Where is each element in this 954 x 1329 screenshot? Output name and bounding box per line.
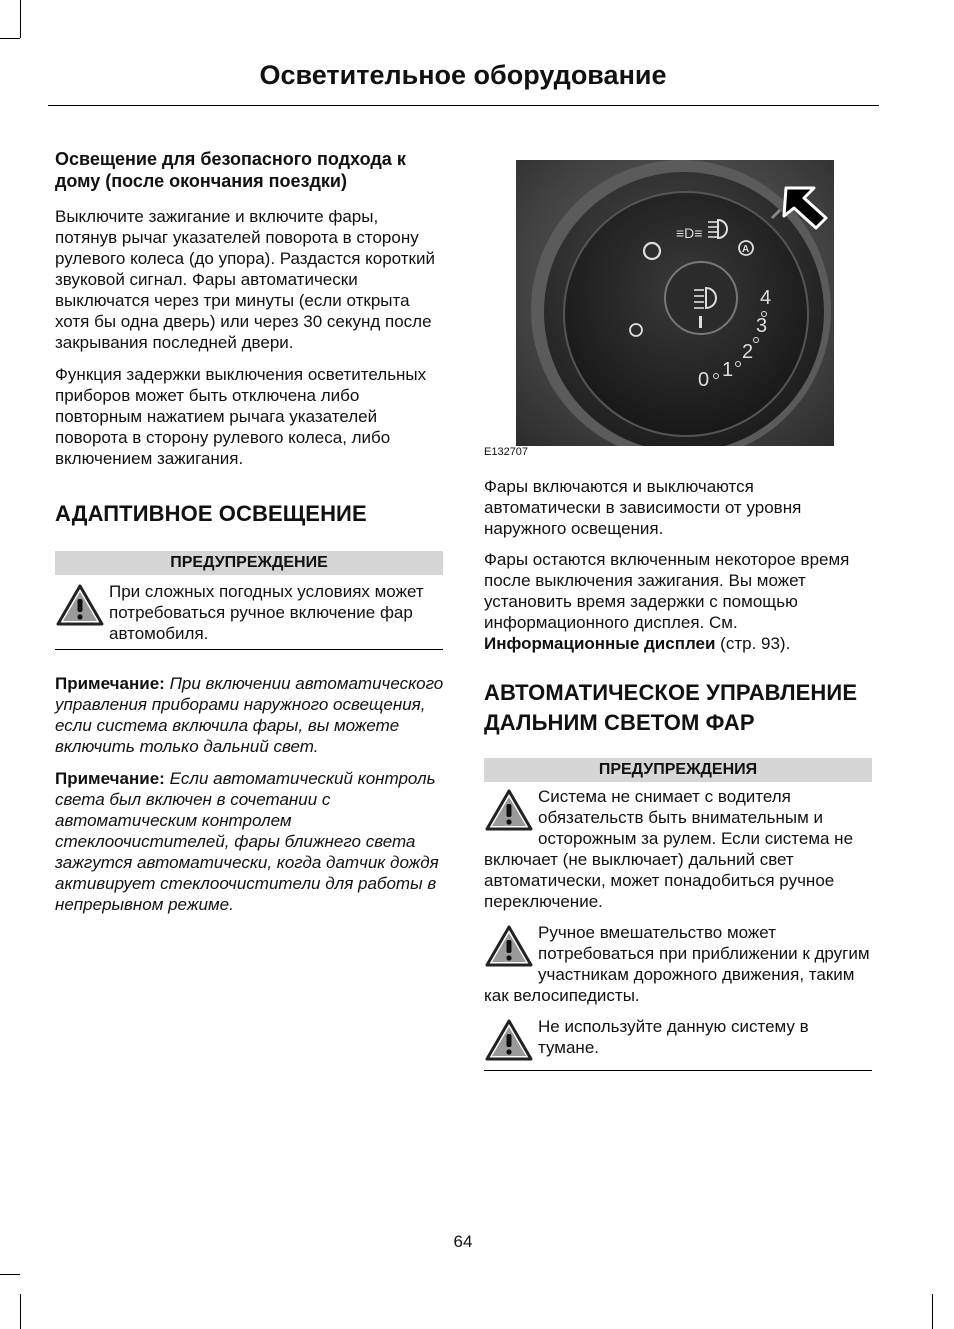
crop-mark: [20, 0, 21, 38]
light-switch-figure: [516, 150, 834, 446]
warnings-label: ПРЕДУПРЕЖДЕНИЯ: [484, 758, 872, 782]
warning-icon: [484, 1018, 534, 1062]
warning-text: При сложных погодных условиях может потребоваться ручное включение фар автомобиля.: [109, 582, 424, 643]
warning-divider: [484, 1070, 872, 1071]
adaptive-lighting-heading: АДАПТИВНОЕ ОСВЕЩЕНИЕ: [55, 501, 367, 526]
warning-icon: [484, 788, 534, 832]
paragraph: Выключите зажигание и включите фары, потянув рычаг указателей поворота в сторону рулевого колеса (до упора). Раздастся короткий звуковой сигнал. Фары автоматически выключатся через три минуты (если открыта хотя бы одна дверь) или через 30 секунд после закрывания последней двери.: [55, 207, 435, 352]
note: [55, 673, 445, 757]
dial-auto-letter: A: [742, 244, 750, 255]
crop-mark: [20, 1294, 21, 1329]
warning-icon: [55, 583, 105, 627]
left-column: [55, 148, 445, 915]
warning-divider: [55, 649, 443, 650]
warning-label: ПРЕДУПРЕЖДЕНИЕ: [55, 551, 443, 575]
warning-icon: [484, 924, 534, 968]
warning-text: Ручное вмешательство может потребоваться при приближении к другим участникам дорожного движения, таким как велосипедисты.: [484, 923, 870, 1005]
dial-mark: 3: [756, 315, 768, 337]
note: [55, 768, 445, 915]
dial-mark: 2: [742, 341, 754, 363]
paragraph-text: Фары остаются включенным некоторое время после выключения зажигания. Вы может установить время задержки с помощью информационного дисплея. См.: [484, 550, 850, 632]
figure-id: E132707: [484, 446, 529, 458]
svg-text:≡D≡: ≡D≡: [676, 225, 703, 241]
warning-text: Не используйте данную систему в тумане.: [538, 1017, 809, 1057]
note-label: Примечание:: [55, 674, 165, 693]
right-column: [484, 476, 874, 1071]
page-number: 64: [453, 1232, 473, 1251]
warning-block: [484, 1016, 872, 1062]
header-divider: [48, 105, 879, 106]
paragraph: Функция задержки выключения осветительных приборов может быть отключена либо повторным нажатием рычага указателей поворота в сторону рулевого колеса, либо включением зажигания.: [55, 365, 427, 468]
dial-mark: 0: [698, 369, 710, 391]
note-text: При включении автоматического управления приборами наружного освещения, если система включила фары, вы можете включить только дальний свет.: [55, 674, 444, 756]
paragraph: [484, 549, 874, 654]
warning-text: Система не снимает с водителя обязательств быть внимательным и осторожным за рулем. Если система не включает (не выключает) дальний свет автоматически, может понадобиться ручное переключение.: [484, 787, 854, 911]
note-text: Если автоматический контроль света был включен в сочетании с автоматическим контролем стеклоочистителей, фары ближнего света зажгутся автоматически, когда датчик дождя активирует стеклоочистители для работы в непрерывном режиме.: [55, 769, 439, 914]
auto-high-beam-heading: АВТОМАТИЧЕСКОЕ УПРАВЛЕНИЕ ДАЛЬНИМ СВЕТОМ ФАР: [484, 680, 858, 735]
dial-mark: 4: [760, 287, 772, 309]
warning-block: [484, 786, 872, 912]
crop-mark: [932, 1294, 933, 1329]
paragraph: Фары включаются и выключаются автоматически в зависимости от уровня наружного освещения.: [484, 477, 802, 538]
cross-reference-link: Информационные дисплеи: [484, 634, 716, 653]
home-safe-lighting-heading: Освещение для безопасного подхода к дому (после окончания поездки): [55, 149, 406, 191]
crop-mark: [0, 38, 20, 39]
warning-block: [484, 922, 872, 1006]
crop-mark: [0, 1274, 20, 1275]
warning-block: [55, 581, 443, 644]
dial-mark: 1: [722, 359, 734, 381]
paragraph-text: (стр. 93).: [715, 634, 791, 653]
page-title: Осветительное оборудование: [259, 60, 667, 90]
note-label: Примечание:: [55, 769, 165, 788]
